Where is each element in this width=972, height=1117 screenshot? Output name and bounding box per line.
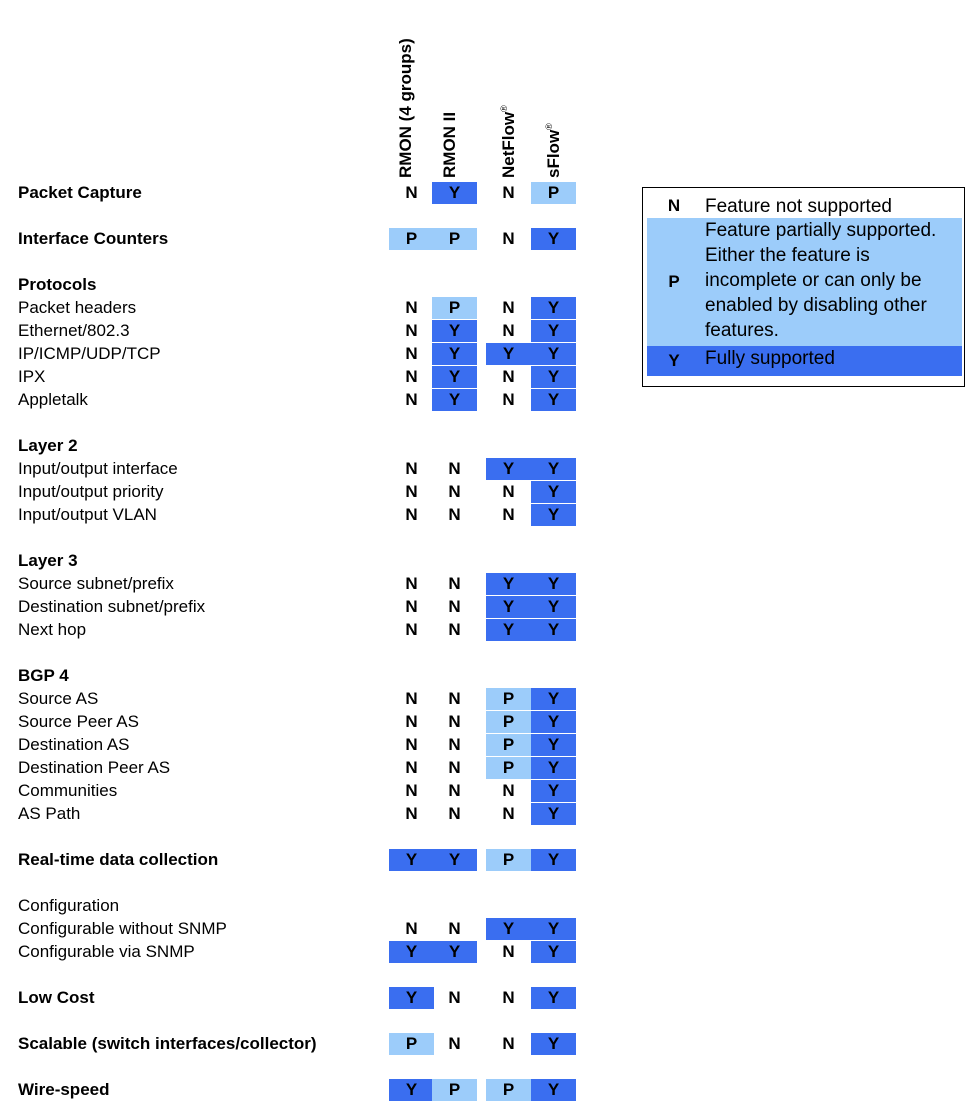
row-label: Source AS xyxy=(18,689,99,708)
support-cell: N xyxy=(448,482,461,501)
support-cell: Y xyxy=(531,1033,576,1055)
support-cell: N xyxy=(502,390,515,409)
table-row xyxy=(0,803,640,825)
legend xyxy=(642,187,965,387)
row-label: Next hop xyxy=(18,620,87,639)
support-cell: Y xyxy=(432,320,477,342)
support-cell: N xyxy=(405,390,418,409)
support-cell: N xyxy=(448,459,461,478)
row-label: Ethernet/802.3 xyxy=(18,321,130,340)
legend-text: Feature not supported xyxy=(705,196,892,217)
row-label: IPX xyxy=(18,367,46,386)
support-cell: N xyxy=(502,183,515,202)
support-cell: P xyxy=(486,734,531,756)
table-row xyxy=(0,435,640,457)
support-cell: Y xyxy=(531,366,576,388)
row-label: Real-time data collection xyxy=(18,850,219,869)
row-label: Low Cost xyxy=(18,988,95,1007)
support-cell: N xyxy=(502,1034,515,1053)
support-cell: Y xyxy=(531,573,576,595)
table-row xyxy=(0,366,640,388)
support-cell: N xyxy=(405,459,418,478)
support-cell: N xyxy=(502,942,515,961)
support-cell: N xyxy=(405,298,418,317)
support-cell: Y xyxy=(531,458,576,480)
row-label: Input/output VLAN xyxy=(18,505,157,524)
support-cell: P xyxy=(389,1033,434,1055)
support-cell: Y xyxy=(432,941,477,963)
row-label: Communities xyxy=(18,781,118,800)
support-cell: Y xyxy=(486,343,531,365)
support-cell: Y xyxy=(486,458,531,480)
table-row xyxy=(0,619,640,641)
legend-code: N xyxy=(667,196,681,215)
table-row xyxy=(0,481,640,503)
support-cell: P xyxy=(531,182,576,204)
support-cell: P xyxy=(432,297,477,319)
support-cell: N xyxy=(405,344,418,363)
support-cell: P xyxy=(486,688,531,710)
support-cell: N xyxy=(405,367,418,386)
support-cell: Y xyxy=(531,1079,576,1101)
support-cell: Y xyxy=(531,711,576,733)
support-cell: P xyxy=(486,849,531,871)
row-label: Packet headers xyxy=(18,298,137,317)
row-label: Layer 3 xyxy=(18,551,78,570)
support-cell: N xyxy=(405,620,418,639)
row-label: Source subnet/prefix xyxy=(18,574,174,593)
table-row xyxy=(0,665,640,687)
support-cell: N xyxy=(448,597,461,616)
support-cell: N xyxy=(405,482,418,501)
support-cell: Y xyxy=(486,619,531,641)
row-label: Input/output interface xyxy=(18,459,178,478)
table-row xyxy=(0,343,640,365)
table-row xyxy=(0,757,640,779)
legend-text: Fully supported xyxy=(705,348,835,369)
support-cell: N xyxy=(448,804,461,823)
support-cell: Y xyxy=(531,297,576,319)
support-cell: Y xyxy=(531,481,576,503)
table-row xyxy=(0,895,640,917)
registered-mark: ® xyxy=(544,123,554,130)
table-row xyxy=(0,780,640,802)
row-label: Configurable without SNMP xyxy=(18,919,227,938)
row-label: Layer 2 xyxy=(18,436,78,455)
column-header-label: RMON II xyxy=(440,111,459,178)
support-cell: N xyxy=(502,482,515,501)
table-row xyxy=(0,320,640,342)
legend-code: P xyxy=(668,272,680,291)
table-row xyxy=(0,734,640,756)
support-cell: Y xyxy=(531,918,576,940)
support-cell: Y xyxy=(432,182,477,204)
column-header-label: sFlow xyxy=(544,129,563,178)
support-cell: N xyxy=(448,620,461,639)
row-label: Source Peer AS xyxy=(18,712,139,731)
row-label: Appletalk xyxy=(18,390,88,409)
row-label: Packet Capture xyxy=(18,183,142,202)
support-cell: P xyxy=(486,757,531,779)
table-row xyxy=(0,297,640,319)
support-cell: Y xyxy=(432,366,477,388)
table-row xyxy=(0,1079,640,1101)
column-header-label: RMON (4 groups) xyxy=(396,38,415,178)
table-row xyxy=(0,550,640,572)
support-cell: N xyxy=(405,919,418,938)
registered-mark: ® xyxy=(499,105,509,112)
support-cell: N xyxy=(502,988,515,1007)
support-cell: Y xyxy=(432,389,477,411)
table-row xyxy=(0,274,640,296)
table-row xyxy=(0,182,640,204)
support-cell: Y xyxy=(531,504,576,526)
support-cell: Y xyxy=(531,987,576,1009)
support-cell: Y xyxy=(486,596,531,618)
support-cell: Y xyxy=(531,757,576,779)
support-cell: Y xyxy=(389,987,434,1009)
row-label: Wire-speed xyxy=(18,1080,110,1099)
support-cell: N xyxy=(448,781,461,800)
support-cell: P xyxy=(486,711,531,733)
support-cell: Y xyxy=(389,849,434,871)
table-row xyxy=(0,458,640,480)
row-label: Protocols xyxy=(18,275,97,294)
row-label: AS Path xyxy=(18,804,81,823)
support-cell: P xyxy=(486,1079,531,1101)
support-cell: N xyxy=(448,689,461,708)
support-cell: Y xyxy=(531,343,576,365)
support-cell: N xyxy=(405,735,418,754)
support-cell: N xyxy=(405,804,418,823)
table-row xyxy=(0,573,640,595)
support-cell: N xyxy=(448,1034,461,1053)
table-row xyxy=(0,711,640,733)
support-cell: Y xyxy=(531,228,576,250)
support-cell: N xyxy=(405,505,418,524)
table-row xyxy=(0,389,640,411)
column-header-label: NetFlow xyxy=(499,111,518,178)
support-cell: N xyxy=(502,781,515,800)
support-cell: P xyxy=(432,1079,477,1101)
legend-entry xyxy=(647,218,962,346)
row-label: Configuration xyxy=(18,896,120,915)
legend-entry xyxy=(647,346,962,376)
support-cell: Y xyxy=(389,941,434,963)
row-label: Input/output priority xyxy=(18,482,164,501)
support-cell: Y xyxy=(531,849,576,871)
support-cell: N xyxy=(405,321,418,340)
support-cell: Y xyxy=(531,780,576,802)
support-cell: N xyxy=(405,574,418,593)
legend-entry xyxy=(647,194,962,218)
support-cell: Y xyxy=(531,734,576,756)
table-row xyxy=(0,1033,640,1055)
support-cell: N xyxy=(502,298,515,317)
support-cell: N xyxy=(405,712,418,731)
support-cell: N xyxy=(448,712,461,731)
support-cell: N xyxy=(405,781,418,800)
row-label: Interface Counters xyxy=(18,229,169,248)
support-cell: N xyxy=(502,367,515,386)
row-label: Configurable via SNMP xyxy=(18,942,195,961)
support-cell: N xyxy=(448,758,461,777)
row-label: Destination Peer AS xyxy=(18,758,171,777)
table-row xyxy=(0,987,640,1009)
support-cell: N xyxy=(448,919,461,938)
support-cell: N xyxy=(448,505,461,524)
support-cell: Y xyxy=(432,343,477,365)
table-row xyxy=(0,688,640,710)
support-cell: Y xyxy=(486,918,531,940)
support-cell: Y xyxy=(486,573,531,595)
support-cell: P xyxy=(432,228,477,250)
support-cell: Y xyxy=(531,803,576,825)
support-cell: N xyxy=(502,505,515,524)
table-row xyxy=(0,596,640,618)
support-cell: Y xyxy=(432,849,477,871)
support-cell: N xyxy=(448,735,461,754)
table-row xyxy=(0,918,640,940)
row-label: BGP 4 xyxy=(18,666,69,685)
support-cell: Y xyxy=(389,1079,434,1101)
support-cell: N xyxy=(405,758,418,777)
table-row xyxy=(0,504,640,526)
support-cell: Y xyxy=(531,389,576,411)
support-cell: N xyxy=(502,804,515,823)
support-cell: N xyxy=(448,988,461,1007)
support-cell: Y xyxy=(531,596,576,618)
row-label: Destination AS xyxy=(18,735,130,754)
row-label: Scalable (switch interfaces/collector) xyxy=(18,1034,317,1053)
row-label: Destination subnet/prefix xyxy=(18,597,206,616)
row-label: IP/ICMP/UDP/TCP xyxy=(18,344,161,363)
support-cell: N xyxy=(405,597,418,616)
support-cell: N xyxy=(405,183,418,202)
table-row xyxy=(0,228,640,250)
support-cell: P xyxy=(389,228,434,250)
support-cell: N xyxy=(448,574,461,593)
table-row xyxy=(0,849,640,871)
support-cell: N xyxy=(405,689,418,708)
support-cell: Y xyxy=(531,941,576,963)
legend-code: Y xyxy=(668,351,680,370)
support-cell: Y xyxy=(531,320,576,342)
support-cell: N xyxy=(502,229,515,248)
support-cell: Y xyxy=(531,619,576,641)
table-row xyxy=(0,941,640,963)
legend-text: Feature partially supported. Either the feature is incomplete or can only be enabled by disabling other features. xyxy=(705,220,937,341)
support-cell: N xyxy=(502,321,515,340)
support-cell: Y xyxy=(531,688,576,710)
